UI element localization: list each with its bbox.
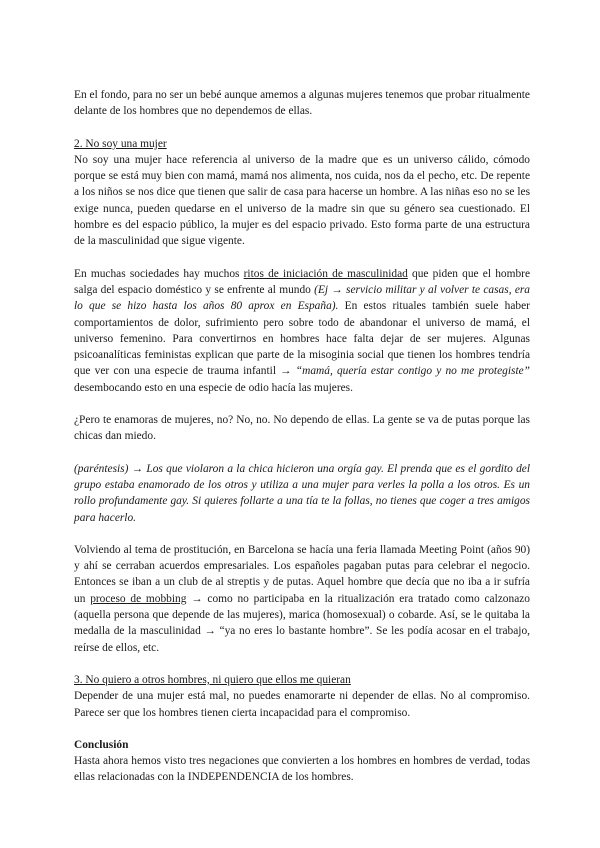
section-3-heading: 3. No quiero a otros hombres, ni quiero que ellos me quieran (74, 673, 351, 686)
meeting-text-a: Volviendo al tema de prostitución, en Barcelona se hacía una feria llamada Meeting Point (años 90) y ahí se cerraban acuerdos empresariales. Los españoles pagaban putas para celebrar el negocio. Entonces se iban a un club de al streptis y de putas. Aquel hombre que decía que no iba a ir sufría un (74, 543, 530, 605)
section-3-body: Depender de una mujer está mal, no puedes enamorarte ni depender de ellas. No al compromiso. Parece ser que los hombres tienen cierta incapacidad para el compromiso. (74, 690, 530, 719)
parentesis-paragraph: (paréntesis) → Los que violaron a la chica hicieron una orgía gay. El prenda que es el gordito del grupo estaba enamorado de los otros y utiliza a una mujer para verles la polla a los otros. Es un rollo profundamente gay. Si quieres follarte a una tía te la follas, no tienes que coger a tres amigos para hacerlo. (74, 462, 530, 524)
question-paragraph: ¿Pero te enamoras de mujeres, no? No, no. No dependo de ellas. La gente se va de putas porque las chicas dan miedo. (74, 414, 530, 443)
ritos-italic-quote: “mamá, quería estar contigo y no me protegiste” (295, 365, 530, 378)
conclusion-heading: Conclusión (74, 738, 129, 751)
meeting-underlined-term: proceso de mobbing (90, 592, 187, 605)
section-2-body: No soy una mujer hace referencia al universo de la madre que es un universo cálido, cómodo porque se está muy bien con mamá, mamá nos alimenta, nos cuida, nos da el pecho, etc. De repente a los niños se nos dice que tienen que salir de casa para hacerse un hombre. A las niñas eso no se les exige nunca, pueden quedarse en el universo de la madre sin que su género sea cuestionado. El hombre es del espacio público, la mujer es del espacio privado. Esto forma parte de una estructura de la masculinidad que sigue vigente. (74, 153, 530, 248)
document-page (74, 87, 530, 786)
conclusion-body: Hasta ahora hemos visto tres negaciones que convierten a los hombres en hombres de verdad, todas ellas relacionadas con la INDEPENDENCIA de los hombres. (74, 755, 530, 784)
ritos-text-b: que piden que el hombre salga del espacio doméstico y se enfrente al mundo (74, 267, 531, 296)
intro-paragraph: En el fondo, para no ser un bebé aunque amemos a algunas mujeres tenemos que probar ritualmente delante de los hombres que no dependemos de ellas. (74, 89, 530, 118)
ritos-italic-example: (Ej → servicio militar y al volver te casas, era lo que se hizo hasta los años 80 aprox en España). (74, 283, 530, 313)
meeting-point-paragraph (74, 542, 530, 656)
meeting-text-b: → como no participaba en la ritualización era tratado como calzonazo (aquella persona que depende de las mujeres), marica (homosexual) o cobarde. Así, se le quitaba la medalla de la masculinidad → “ya no eres lo bastante hombre”. Se les podía acosar en el trabajo, reírse de ellos, etc. (74, 592, 530, 654)
ritos-text-d: desembocando esto en una especie de odio hacía las mujeres. (74, 381, 353, 394)
ritos-underlined-term: ritos de iniciación de masculinidad (243, 267, 408, 280)
ritos-text-c: En estos rituales también suele haber comportamientos de dolor, sufrimiento pero sobre todo de abandonar el universo de mamá, el universo femenino. Para convertirnos en hombres hace falta dejar de ser mujeres. Algunas psicoanalíticas feministas explican que parte de la misoginia social que tienen los hombres tendría que ver con una especie de trauma infantil → (74, 300, 530, 378)
ritos-paragraph (74, 266, 530, 396)
section-2-heading: 2. No soy una mujer (74, 137, 167, 150)
ritos-text-a: En muchas sociedades hay muchos (74, 267, 244, 280)
